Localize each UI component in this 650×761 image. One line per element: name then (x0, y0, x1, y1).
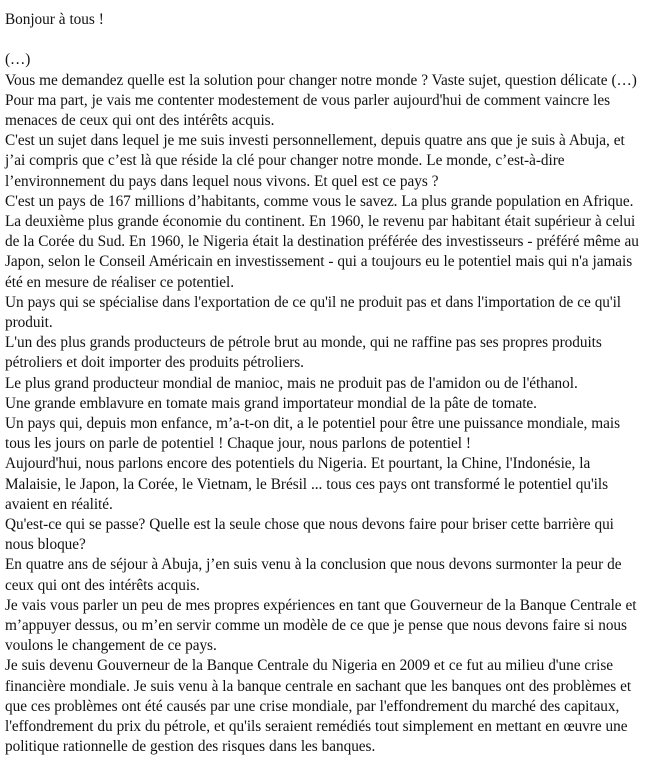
paragraph: Aujourd'hui, nous parlons encore des potentiels du Nigeria. Et pourtant, la Chine, l'Indonésie, la Malaisie, le Japon, la Corée, le Vietnam, le Brésil ... tous ces pays ont transformé le potentiel qu'ils avaient en réalité. (5, 455, 608, 513)
paragraph: L'un des plus grands producteurs de pétrole brut au monde, qui ne raffine pas ses propres produits pétroliers et doit importer des produits pétroliers. (5, 334, 602, 372)
paragraph: Vous me demandez quelle est la solution pour changer notre monde ? Vaste sujet, question délicate (…) Pour ma part, je vais me contenter modestement de vous parler aujourd'hui de comment vaincre les menaces de ceux qui ont des intérêts acquis. (5, 71, 637, 129)
paragraph: Je vais vous parler un peu de mes propres expériences en tant que Gouverneur de la Banque Centrale et m’appuyer dessus, ou m’en servir comme un modèle de ce que je pense que nous devons faire si nous voulons le changement de ce pays. (5, 596, 637, 655)
paragraph: Le plus grand producteur mondial de manioc, mais ne produit pas de l'amidon ou de l'éthanol. (5, 374, 578, 392)
paragraph: Un pays qui se spécialise dans l'exportation de ce qu'il ne produit pas et dans l'importation de ce qu'il produit. (5, 293, 622, 332)
paragraph: Je suis devenu Gouverneur de la Banque Centrale du Nigeria en 2009 et ce fut au milieu d'une crise financière mondiale. Je suis venu à la banque centrale en sachant que les banques ont des problèmes et que ces problèmes ont été causés par une crise mondiale, par l'effondrement du marché des capitaux, l'effondrement du prix du pétrole, et qu'ils seraient remédiés tout simplement en mettant en œuvre une politique rationnelle de gestion des risques dans les banques. (5, 657, 632, 756)
greeting: Bonjour à tous ! (5, 11, 104, 28)
blank-line (5, 30, 644, 50)
ellipsis: (…) (5, 51, 31, 69)
paragraph: En quatre ans de séjour à Abuja, j’en suis venu à la conclusion que nous devons surmonter la peur de ceux qui ont des intérêts acquis. (5, 556, 622, 594)
paragraph: C'est un sujet dans lequel je me suis investi personnellement, depuis quatre ans que je suis à Abuja, et j’ai compris que c’est là que réside la clé pour changer notre monde. Le monde, c’est-à-dire l’environnement du pays dans lequel nous vivons. Et quel est ce pays ? (5, 132, 625, 190)
paragraph: Un pays qui, depuis mon enfance, m’a-t-on dit, a le potentiel pour être une puissance mondiale, mais tous les jours on parle de potentiel ! Chaque jour, nous parlons de potentiel ! (5, 415, 620, 453)
paragraph: C'est un pays de 167 millions d’habitants, comme vous le savez. La plus grande population en Afrique. La deuxième plus grande économie du continent. En 1960, le revenu par habitant était supérieur à celui de la Corée du Sud. En 1960, le Nigeria était la destination préférée des investisseurs - préféré même au Japon, selon le Conseil Américain en investissement - qui a toujours eu le potentiel mais qui n'a jamais été en mesure de réaliser ce potentiel. (5, 192, 639, 291)
paragraph: Qu'est-ce qui se passe? Quelle est la seule chose que nous devons faire pour briser cette barrière qui nous bloque? (5, 516, 614, 554)
paragraph: Une grande emblavure en tomate mais grand importateur mondial de la pâte de tomate. (5, 394, 537, 412)
